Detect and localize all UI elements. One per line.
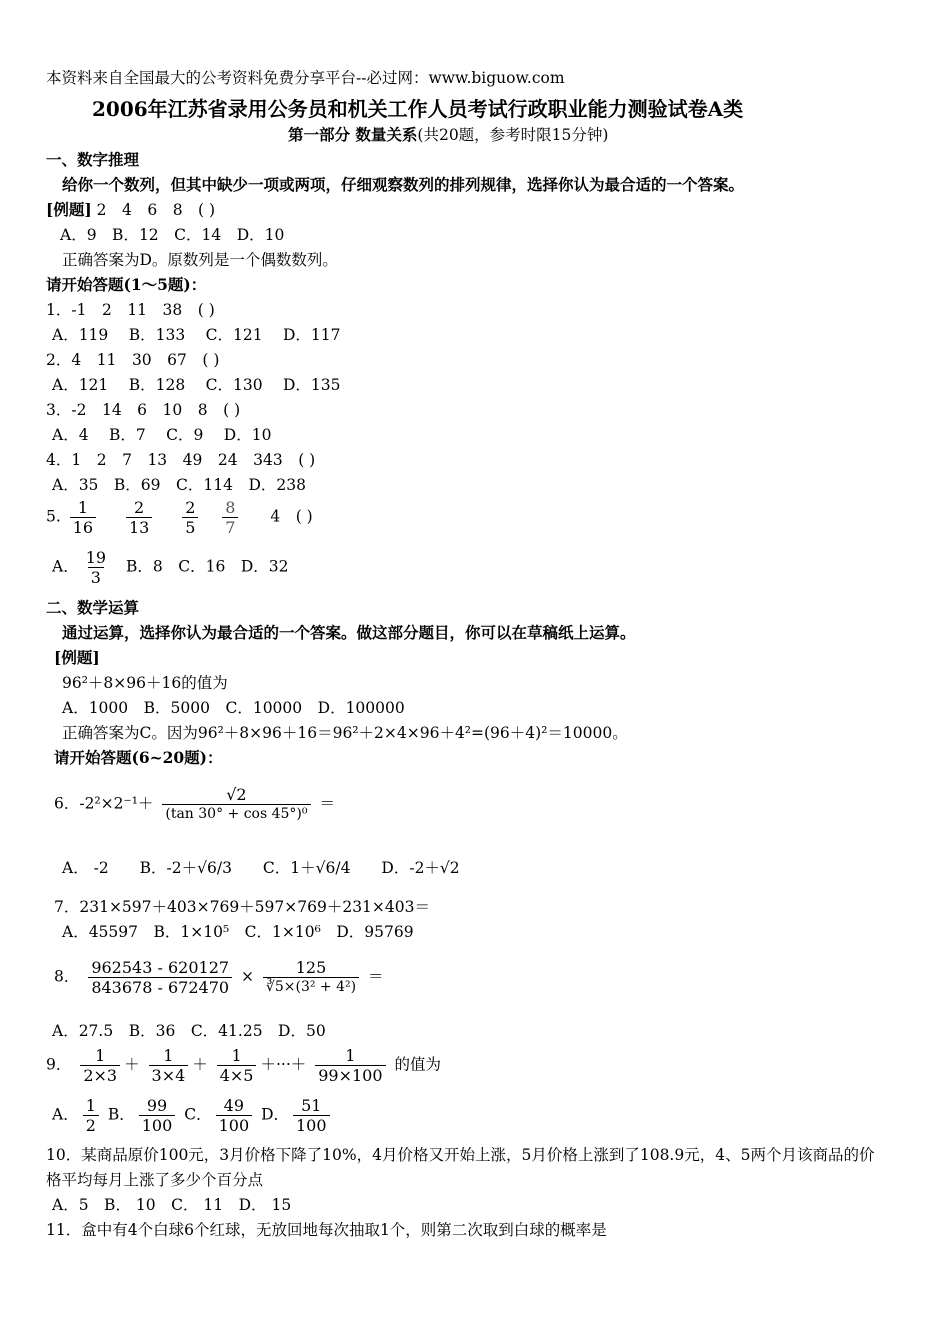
page-title: 2006年江苏省录用公务员和机关工作人员考试行政职业能力测验试卷A类 bbox=[92, 97, 744, 121]
example-1-options: A．9 B．12 C．14 D．10 bbox=[60, 226, 285, 244]
q3: 3．-2 14 6 10 8 ( ) bbox=[46, 401, 241, 419]
part-name: 第一部分 数量关系 bbox=[288, 125, 418, 144]
section-2-heading: 二、数学运算 bbox=[46, 598, 140, 617]
section-2-instruction: 通过运算，选择你认为最合适的一个答案。做这部分题目，你可以在草稿纸上运算。 bbox=[62, 623, 636, 642]
q5-fraction: $\frac{2}{13}$ bbox=[126, 498, 152, 537]
q5-options: A． $\frac{19}{3}$ B．8 C．16 D．32 bbox=[52, 548, 289, 587]
q9-term: $\frac{1}{4\times 5}$ bbox=[217, 1046, 257, 1085]
example-1 bbox=[46, 200, 215, 220]
source-line: 本资料来自全国最大的公考资料免费分享平台--必过网：www.biguow.com bbox=[46, 69, 565, 87]
q9: 9． $\frac{1}{2\times 3}$ ＋ $\frac{1}{3\times 4}$ ＋ $\frac{1}{4\times 5}$ ＋···＋ $\frac{1}{99\times 100}$ 的值为 bbox=[46, 1046, 441, 1085]
q2-options: A．121 B．128 C．130 D．135 bbox=[52, 376, 341, 394]
q1-options: A．119 B．133 C．121 D．117 bbox=[52, 326, 341, 344]
q8-fraction-2: $\frac{125}{\text{∛5×(3² + 4²)}}$ bbox=[263, 958, 359, 997]
q6-option-b: B．-2＋√6/3 bbox=[139, 859, 232, 877]
q3-options: A．4 B．7 C．9 D．10 bbox=[52, 426, 272, 444]
q5-number: 5. bbox=[46, 507, 61, 526]
q9-option-fraction: $\frac{1}{2}$ bbox=[83, 1096, 99, 1135]
q9-tail: 的值为 bbox=[394, 1055, 441, 1074]
q10-line-2: 格平均每月上涨了多少个百分点 bbox=[46, 1171, 264, 1189]
section-1-start: 请开始答题(1～5题)： bbox=[46, 275, 207, 294]
q5-tail: 4 ( ) bbox=[270, 507, 313, 526]
q5 bbox=[46, 498, 313, 537]
q6-option-c: C．1＋√6/4 bbox=[262, 859, 351, 877]
example-label: [例题] bbox=[46, 200, 92, 219]
q4-options: A．35 B．69 C．114 D．238 bbox=[52, 476, 306, 494]
section-1-heading: 一、数字推理 bbox=[46, 150, 140, 169]
q9-option-fraction: $\frac{49}{100}$ bbox=[216, 1096, 253, 1135]
q1: 1．-1 2 11 38 ( ) bbox=[46, 301, 215, 319]
part-heading bbox=[288, 125, 608, 145]
example-2-answer: 正确答案为C。因为96²＋8×96＋16＝96²＋2×4×96＋4²=(96＋4)²＝10000。 bbox=[62, 724, 628, 742]
q8-fraction-1: $\frac{962543 - 620127}{843678 - 672470}$ bbox=[88, 958, 232, 997]
example-sequence: 2 4 6 8 ( ) bbox=[96, 201, 216, 219]
q5-fraction: $\frac{1}{16}$ bbox=[70, 498, 96, 537]
example-2-question: 96²＋8×96＋16的值为 bbox=[62, 674, 228, 692]
part-note: (共20题，参考时限15分钟) bbox=[417, 126, 609, 144]
q9-term: $\frac{1}{3\times 4}$ bbox=[149, 1046, 189, 1085]
q7: 7．231×597＋403×769＋597×769＋231×403＝ bbox=[54, 898, 430, 916]
section-1-instruction: 给你一个数列，但其中缺少一项或两项，仔细观察数列的排列规律，选择你认为最合适的一个答案。 bbox=[62, 175, 745, 194]
q9-options: A． $\frac{1}{2}$ B． $\frac{99}{100}$ C． $\frac{49}{100}$ D． $\frac{51}{100}$ bbox=[52, 1096, 334, 1135]
q6-equals: ＝ bbox=[319, 794, 335, 813]
q2: 2．4 11 30 67 ( ) bbox=[46, 351, 220, 369]
q6-options bbox=[62, 858, 460, 878]
example-2-options: A．1000 B．5000 C．10000 D．100000 bbox=[62, 699, 405, 717]
section-2-start: 请开始答题(6~20题)： bbox=[54, 748, 223, 767]
q9-option-fraction: $\frac{51}{100}$ bbox=[293, 1096, 330, 1135]
q9-option-fraction: $\frac{99}{100}$ bbox=[139, 1096, 176, 1135]
q10-options: A．5 B． 10 C． 11 D． 15 bbox=[52, 1196, 292, 1214]
q6-option-d: D．-2＋√2 bbox=[381, 859, 460, 877]
q9-term: $\frac{1}{2\times 3}$ bbox=[80, 1046, 120, 1085]
q5-fraction: $\frac{2}{5}$ bbox=[182, 498, 198, 537]
q5-fraction: $\frac{8}{7}$ bbox=[222, 498, 238, 537]
q10-line-1: 10．某商品原价100元，3月价格下降了10%，4月价格又开始上涨，5月价格上涨到了108.9元，4、5两个月该商品的价 bbox=[46, 1146, 875, 1164]
q7-options: A．45597 B．1×10⁵ C．1×10⁶ D．95769 bbox=[62, 923, 414, 941]
q8-options: A．27.5 B．36 C．41.25 D．50 bbox=[52, 1022, 326, 1040]
q11: 11．盒中有4个白球6个红球，无放回地每次抽取1个，则第二次取到白球的概率是 bbox=[46, 1221, 607, 1239]
q6-option-a: A． -2 bbox=[62, 859, 109, 877]
q8: 8． $\frac{962543 - 620127}{843678 - 672470}$ × $\frac{125}{\text{∛5×(3² + 4²)}}$ ＝ bbox=[54, 958, 384, 997]
example-2-label: [例题] bbox=[54, 648, 100, 667]
q5-option-a-fraction: $\frac{19}{3}$ bbox=[85, 548, 107, 587]
example-1-answer: 正确答案为D。原数列是一个偶数数列。 bbox=[62, 251, 338, 269]
q9-term: $\frac{1}{99\times 100}$ bbox=[315, 1046, 385, 1085]
q6-lead: 6．-2²×2⁻¹＋ bbox=[54, 794, 154, 813]
q6 bbox=[54, 785, 335, 824]
q4: 4．1 2 7 13 49 24 343 ( ) bbox=[46, 451, 316, 469]
q6-fraction: $\frac{√2}{\text{(tan 30° + cos 45°)⁰}}$ bbox=[162, 785, 310, 824]
